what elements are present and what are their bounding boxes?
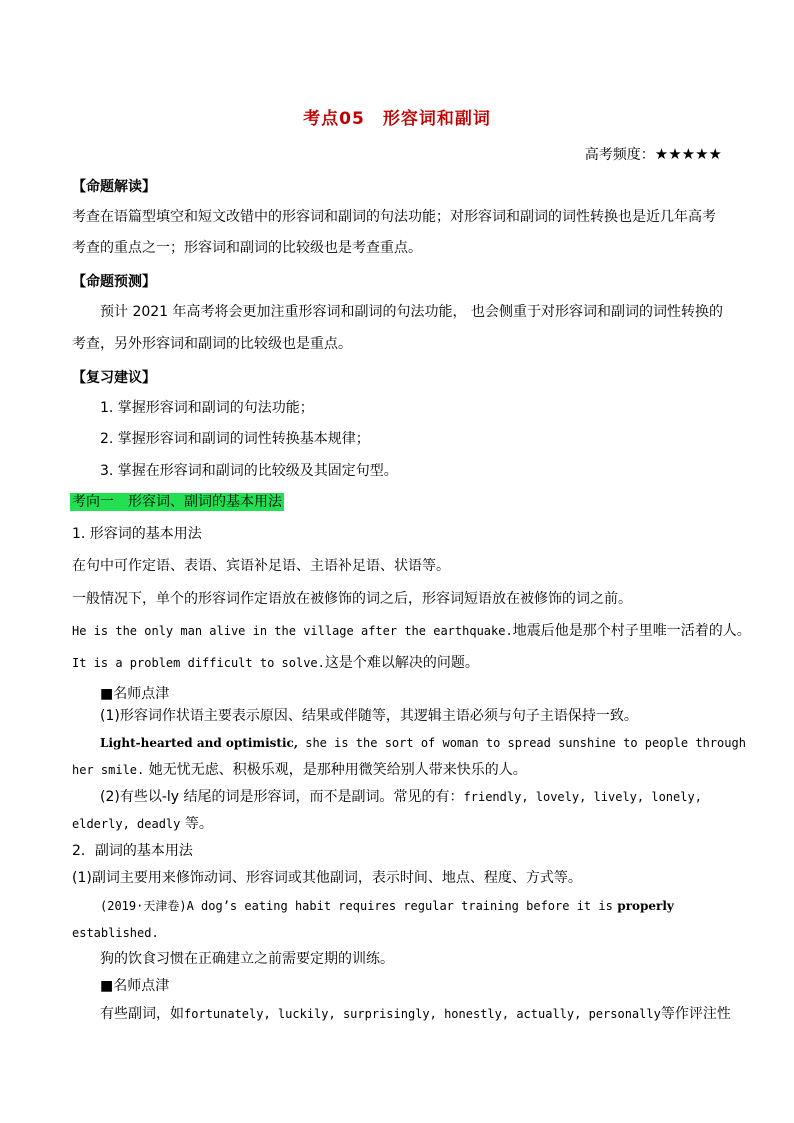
example-3-line-2 [72,923,159,943]
tip-1-example-chinese: 她无忧无虑、积极乐观，是那种用微笑给别人带来快乐的人。 [144,762,527,778]
predict-line-2: 考查，另外形容词和副词的比较级也是重点。 [72,336,352,352]
example-3-english: A dog’s eating habit requires regular training before it is [186,899,613,913]
page-title: 考点05 形容词和副词 [303,109,491,129]
adverb-usage-line-1: (1)副词主要用来修饰动词、形容词或其他副词，表示时间、地点、程度、方式等。 [72,870,582,886]
adjective-usage-line-2: 一般情况下，单个的形容词作定语放在被修饰的词之后，形容词短语放在被修饰的词之前。 [72,591,632,607]
tip-2-english: friendly, lovely, lively, lonely, [463,790,702,804]
advice-item-3: 3. 掌握在形容词和副词的比较级及其固定句型。 [100,463,398,479]
exam-frequency [585,144,722,164]
predict-line-1: 预计 2021 年高考将会更加注重形容词和副词的句法功能， 也会侧重于对形容词和副词的词性转换的 [100,304,723,320]
tip-2-english-cont: elderly, deadly [72,817,181,831]
tip-1-example-line-2 [72,760,527,780]
tip-3-chinese: 有些副词，如 [100,1006,184,1022]
example-2-chinese: 这是个难以解决的问题。 [324,655,479,671]
tip-1-example-line-1 [100,733,746,753]
subheading-adjective: 1. 形容词的基本用法 [72,526,202,542]
tip-3-tail: 等作评注性 [660,1006,731,1022]
subheading-adverb: 2．副词的基本用法 [72,843,193,859]
example-3-source: (2019·天津卷) [100,899,187,913]
tip-2-chinese: (2)有些以-ly 结尾的词是形容词，而不是副词。常见的有： [100,789,464,805]
example-3-bold-word: properly [617,899,674,913]
tip-1-example-bold: Light-hearted and optimistic, [100,736,298,750]
adjective-usage-line-1: 在句中可作定语、表语、宾语补足语、主语补足语、状语等。 [72,558,450,574]
teacher-tip-label: ■名师点津 [100,686,170,702]
tip-2-line-2 [72,814,213,834]
example-3-line-1 [100,896,674,916]
teacher-tip-label-2: ■名师点津 [100,978,170,994]
advice-item-2: 2. 掌握形容词和副词的词性转换基本规律； [100,431,370,447]
tip-3-english: fortunately, luckily, surprisingly, honestly, actually, personally [184,1007,661,1021]
example-3-chinese: 狗的饮食习惯在正确建立之前需要定期的训练。 [100,951,394,967]
interpret-line-1: 考查在语篇型填空和短文改错中的形容词和副词的句法功能；对形容词和副词的词性转换也是近几年高考 [72,209,716,225]
frequency-label: 高考频度： [584,147,655,163]
section-interpret-title: 【命题解读】 [72,179,156,195]
tip-2-chinese-tail: 等。 [180,816,213,832]
example-1-chinese: 地震后他是那个村子里唯一活着的人。 [512,623,751,639]
tip-1: (1)形容词作状语主要表示原因、结果或伴随等，其逻辑主语必须与句子主语保持一致。 [100,708,638,724]
example-1 [72,621,751,641]
example-1-english: He is the only man alive in the village after the earthquake. [72,624,513,638]
interpret-line-2: 考查的重点之一；形容词和副词的比较级也是考查重点。 [72,240,422,256]
tip-2-line-1 [100,787,702,807]
tip-1-example-rest: she is the sort of woman to spread sunshine to people through [298,736,746,750]
example-2 [72,653,479,673]
topic-heading [70,492,284,512]
example-3-english-end: established. [72,926,159,940]
section-advice-title: 【复习建议】 [72,370,156,386]
tip-1-example-end: her smile. [72,763,145,777]
section-predict-title: 【命题预测】 [72,274,156,290]
topic-heading-text: 考向一 形容词、副词的基本用法 [72,494,282,510]
example-2-english: It is a problem difficult to solve. [72,656,325,670]
tip-3-line-1 [100,1004,731,1024]
advice-item-1: 1. 掌握形容词和副词的句法功能； [100,400,314,416]
star-rating-icon: ★★★★★ [654,145,722,163]
